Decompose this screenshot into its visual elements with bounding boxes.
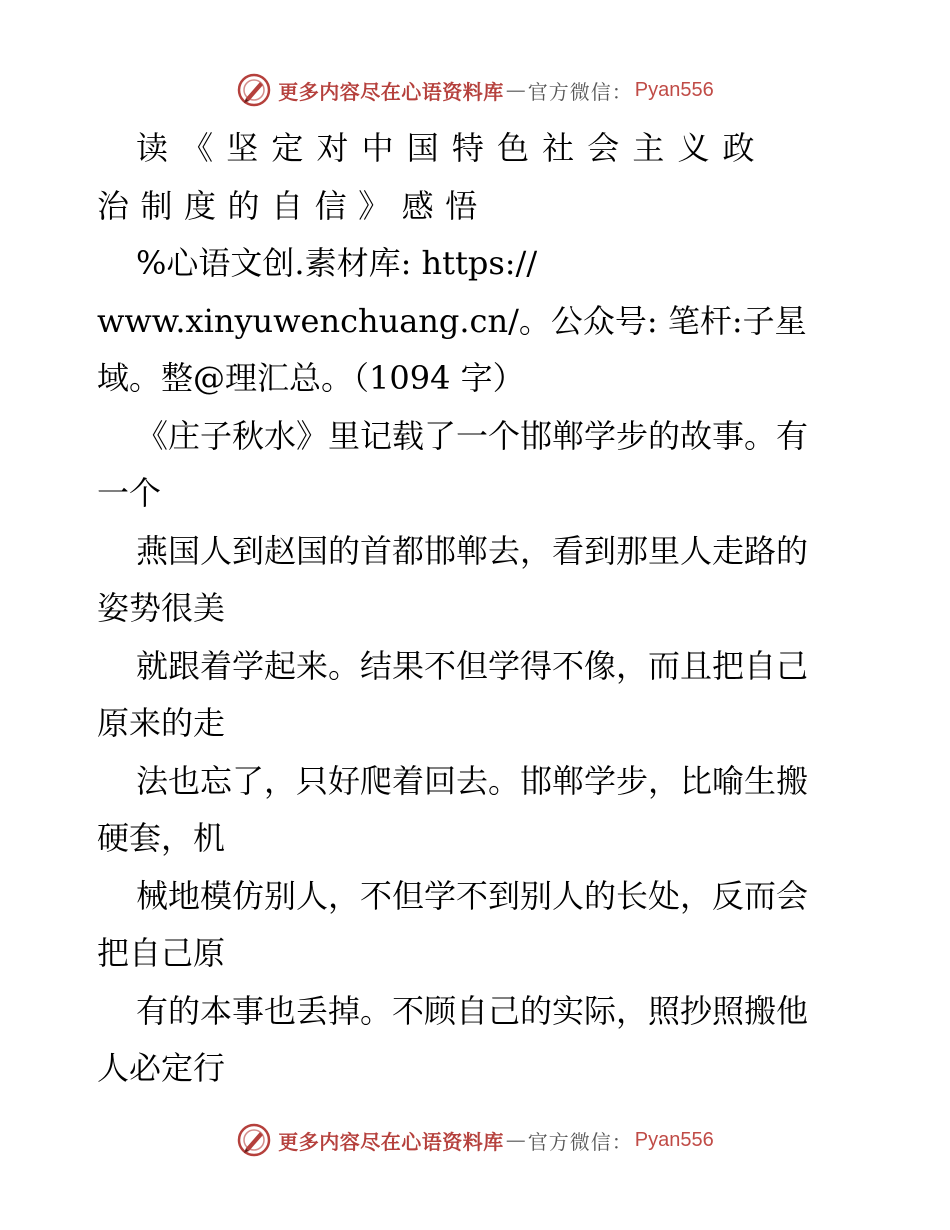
body-text-line: 一个 [97, 474, 162, 512]
body-text-line: 械地模仿别人，不但学不到别人的长处，反而会 [136, 876, 809, 915]
source-line-2: www.xinyuwenchuang.cn/。公众号: 笔杆:子星 [97, 301, 807, 340]
body-text-line: 《庄子秋水》里记载了一个邯郸学步的故事。有 [136, 416, 809, 455]
watermark-brand: 更多内容尽在心语资料库 [278, 1129, 504, 1154]
body-text-line: 把自己原 [97, 934, 226, 972]
body-text-line: 有的本事也丢掉。不顾自己的实际，照抄照搬他 [136, 991, 809, 1030]
watermark-label: 官方微信： [527, 1129, 633, 1154]
body-text-line: 硬套，机 [97, 819, 226, 857]
watermark-account: Pyan556 [634, 78, 714, 101]
header-watermark [0, 70, 950, 110]
pen-logo-icon [236, 72, 272, 108]
body-text-line: 法也忘了，只好爬着回去。邯郸学步，比喻生搬 [136, 761, 809, 800]
footer-watermark [0, 1120, 950, 1160]
paragraph-block [97, 408, 857, 1098]
body-text-line: 原来的走 [97, 704, 226, 742]
body-text-line: 姿势很美 [97, 589, 226, 627]
watermark-dash: — [505, 78, 526, 102]
source-line-3: 域。整@理汇总。（1094 字） [97, 359, 525, 397]
document-title-line-2: 治制度的自信》感悟 [97, 186, 489, 225]
watermark-brand: 更多内容尽在心语资料库 [278, 79, 504, 104]
document-title-line-1: 读《坚定对中国特色社会主义政 [136, 129, 768, 167]
body-text-line: 就跟着学起来。结果不但学得不像，而且把自己 [136, 646, 809, 685]
watermark-dash: — [505, 1128, 526, 1152]
pen-logo-icon [236, 1122, 272, 1158]
body-text-line: 燕国人到赵国的首都邯郸去，看到那里人走路的 [136, 531, 809, 570]
source-line-1: %心语文创.素材库: https:// [136, 244, 538, 282]
body-text-line: 人必定行 [97, 1049, 226, 1087]
watermark-label: 官方微信： [527, 79, 633, 104]
document-body [97, 120, 857, 1098]
watermark-account: Pyan556 [634, 1128, 714, 1151]
